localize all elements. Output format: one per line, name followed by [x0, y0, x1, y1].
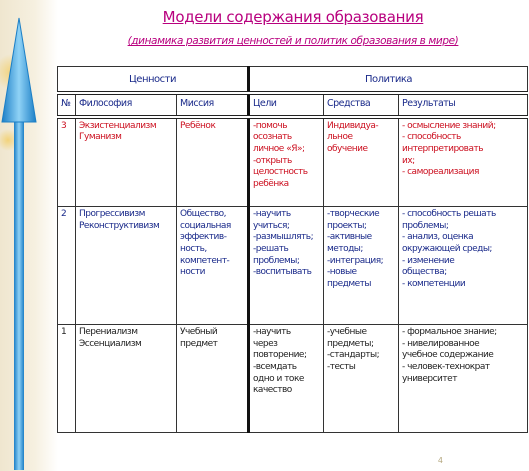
decorative-sidebar: [0, 0, 58, 471]
cell-line: социальная: [180, 220, 231, 231]
col-header-goals: Цели: [249, 93, 324, 117]
cell-line: - формальное знание;: [402, 327, 497, 337]
cell-line: - анализ, оценка: [402, 232, 474, 243]
cell-line: -творческие: [327, 209, 380, 219]
goals-cell: [249, 325, 324, 433]
col-header-mission: Миссия: [177, 93, 249, 117]
mission-cell: [177, 325, 249, 433]
philosophy-cell: [76, 207, 177, 325]
up-arrow-icon: [0, 0, 58, 471]
cell-line: окружающей среды;: [402, 244, 492, 255]
results-cell: [399, 207, 528, 325]
cell-line: -интеграция;: [327, 255, 384, 266]
col-header-results: Результаты: [399, 93, 528, 117]
cell-line: Индивидуа-: [327, 120, 379, 131]
cell-line: -новые: [327, 267, 357, 278]
cell-line: личное «Я»;: [253, 143, 305, 154]
cell-line: одно и токе: [253, 373, 304, 384]
cell-line: - самореализация: [402, 167, 479, 178]
cell-line: Экзистенциализм: [79, 120, 157, 131]
goals-cell: [249, 117, 324, 207]
cell-line: Ребёнок: [180, 120, 216, 131]
column-header-row: [58, 93, 528, 117]
cell-line: Эссенциализм: [79, 338, 142, 349]
page-number: 4: [437, 456, 443, 465]
results-cell: [399, 117, 528, 207]
means-cell: [324, 117, 399, 207]
cell-line: - способность: [402, 132, 461, 143]
cell-line: - изменение: [402, 255, 455, 266]
cell-line: - способность решать: [402, 209, 496, 219]
cell-line: -учебные: [327, 327, 367, 337]
cell-line: проекты;: [327, 220, 367, 231]
cell-line: - человек-технократ: [402, 362, 490, 373]
slide-subtitle: (динамика развития ценностей и политик образования в мире): [127, 35, 459, 47]
title-block: [60, 8, 526, 47]
mission-cell: [177, 207, 249, 325]
cell-line: -воспитывать: [253, 267, 312, 278]
table-row: [58, 117, 528, 207]
cell-line: предметы;: [327, 338, 374, 349]
cell-line: их;: [402, 155, 415, 166]
cell-line: -решать: [253, 244, 289, 255]
cell-line: -размышлять;: [253, 232, 314, 243]
cell-line: Гуманизм: [79, 132, 122, 143]
goals-cell: [249, 207, 324, 325]
cell-line: Прогрессивизм: [79, 209, 145, 219]
cell-line: эффектив-: [180, 232, 227, 243]
cell-line: методы;: [327, 244, 363, 255]
cell-line: -всемдать: [253, 362, 297, 373]
row-number: 1: [58, 325, 76, 433]
results-cell: [399, 325, 528, 433]
cell-line: - компетенции: [402, 279, 466, 290]
means-cell: [324, 207, 399, 325]
cell-line: -научить: [253, 209, 291, 219]
means-cell: [324, 325, 399, 433]
cell-line: качество: [253, 385, 292, 396]
mission-cell: [177, 117, 249, 207]
cell-line: проблемы;: [402, 220, 449, 231]
table-row: [58, 207, 528, 325]
cell-line: Учебный: [180, 327, 218, 337]
group-header-row: [58, 67, 528, 93]
cell-line: Общество,: [180, 209, 227, 219]
table-row: [58, 325, 528, 433]
cell-line: -помочь: [253, 120, 288, 131]
cell-line: ребёнка: [253, 178, 289, 189]
cell-line: осознать: [253, 132, 292, 143]
cell-line: -активные: [327, 232, 372, 243]
cell-line: предметы: [327, 279, 372, 290]
cell-line: Перениализм: [79, 327, 138, 337]
cell-line: -открыть: [253, 155, 292, 166]
cell-line: ность,: [180, 244, 207, 255]
cell-line: интерпретировать: [402, 143, 484, 154]
cell-line: -научить: [253, 327, 291, 337]
cell-line: - нивелированное: [402, 338, 480, 349]
philosophy-cell: [76, 117, 177, 207]
row-number: 2: [58, 207, 76, 325]
col-header-num: №: [58, 93, 76, 117]
cell-line: предмет: [180, 338, 218, 349]
cell-line: Реконструктивизм: [79, 220, 160, 231]
cell-line: льное: [327, 132, 353, 143]
col-header-means: Средства: [324, 93, 399, 117]
row-number: 3: [58, 117, 76, 207]
cell-line: через: [253, 338, 278, 349]
philosophy-cell: [76, 325, 177, 433]
cell-line: -стандарты;: [327, 350, 380, 361]
education-models-table: [57, 66, 528, 433]
group-policy-header: Политика: [249, 67, 528, 93]
group-values-header: Ценности: [58, 67, 249, 93]
cell-line: обучение: [327, 143, 368, 154]
slide-title: Модели содержания образования: [162, 8, 424, 26]
cell-line: учебное содержание: [402, 350, 494, 361]
cell-line: университет: [402, 373, 457, 384]
cell-line: учиться;: [253, 220, 290, 231]
cell-line: общества;: [402, 267, 447, 278]
cell-line: компетент-: [180, 255, 230, 266]
cell-line: -тесты: [327, 362, 356, 373]
col-header-philosophy: Философия: [76, 93, 177, 117]
cell-line: - осмысление знаний;: [402, 120, 496, 131]
cell-line: проблемы;: [253, 255, 300, 266]
cell-line: повторение;: [253, 350, 307, 361]
cell-line: ности: [180, 267, 205, 278]
cell-line: целостность: [253, 167, 308, 178]
